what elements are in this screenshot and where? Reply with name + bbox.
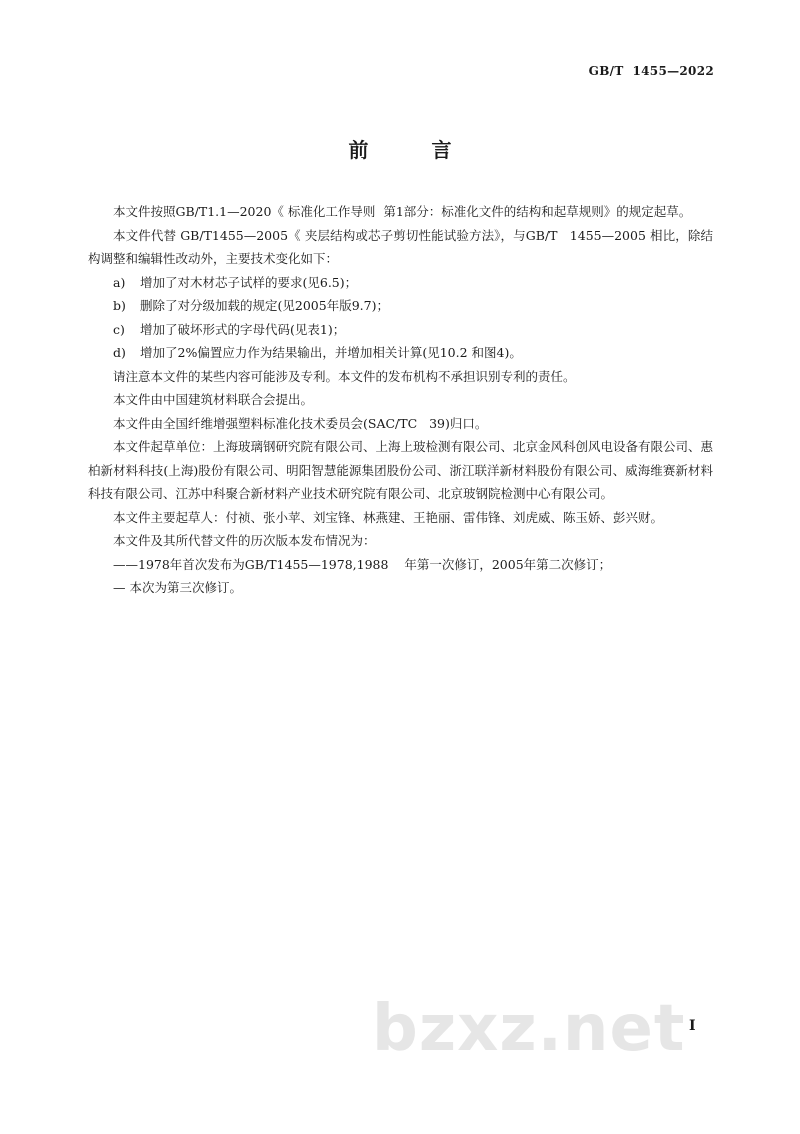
list-item-mark: a) bbox=[113, 274, 126, 290]
list-item-mark: c) bbox=[113, 321, 125, 337]
standard-code: GB/T 1455—2022 bbox=[588, 64, 714, 78]
list-item bbox=[88, 294, 713, 318]
list-item bbox=[88, 341, 713, 365]
paragraph-patent-notice: 请注意本文件的某些内容可能涉及专利。本文件的发布机构不承担识别专利的责任。 bbox=[113, 368, 576, 384]
list-item-text: 增加了破坏形式的字母代码(见表1)； bbox=[140, 321, 346, 337]
list-item bbox=[88, 271, 713, 295]
paragraph-drafters: 本文件主要起草人：付祯、张小苹、刘宝锋、林燕建、王艳丽、雷伟锋、刘虎威、陈玉娇、彭兴财。 bbox=[113, 509, 664, 525]
watermark-logo: bzxz.net bbox=[372, 992, 686, 1066]
paragraph-history-intro: 本文件及其所代替文件的历次版本发布情况为： bbox=[113, 533, 376, 548]
list-item-text: 删除了对分级加载的规定(见2005年版9.7)； bbox=[140, 298, 389, 313]
paragraph-technical-committee: 本文件由全国纤维增强塑料标准化技术委员会(SAC/TC 39)归口。 bbox=[113, 415, 488, 431]
list-item-mark: b) bbox=[113, 298, 126, 313]
history-item: ——1978年首次发布为GB/T1455—1978,1988 年第一次修订，2005年第二次修订； bbox=[113, 556, 612, 572]
paragraph-drafting-units: 本文件起草单位：上海玻璃钢研究院有限公司、上海上玻检测有限公司、北京金风科创风电设备有限公司、惠柏新材料科技(上海)股份有限公司、明阳智慧能源集团股份公司、浙江联洋新材料股份有限公司、威海维赛新材料科技有限公司、江苏中科聚合新材料产业技术研究院有限公司、北京玻钢院检测中心有限公司。 bbox=[88, 439, 714, 501]
page-number: I bbox=[689, 1018, 696, 1034]
history-item: — 本次为第三次修订。 bbox=[113, 580, 242, 595]
list-item-text: 增加了对木材芯子试样的要求(见6.5)； bbox=[140, 274, 358, 290]
document-body bbox=[88, 200, 713, 600]
paragraph-proposer: 本文件由中国建筑材料联合会提出。 bbox=[113, 392, 314, 407]
list-item bbox=[88, 318, 713, 342]
paragraph-replacement: 本文件代替 GB/T1455—2005《 夹层结构或芯子剪切性能试验方法》，与GB/T 1455—2005 相比，除结构调整和编辑性改动外，主要技术变化如下： bbox=[88, 227, 713, 266]
page-title: 前 言 bbox=[348, 138, 480, 162]
paragraph-drafting-rules: 本文件按照GB/T1.1—2020《 标准化工作导则 第1部分：标准化文件的结构和起草规则》的规定起草。 bbox=[113, 204, 692, 219]
list-item-text: 增加了2%偏置应力作为结果输出，并增加相关计算(见10.2 和图4)。 bbox=[140, 345, 522, 360]
list-item-mark: d) bbox=[113, 345, 126, 360]
